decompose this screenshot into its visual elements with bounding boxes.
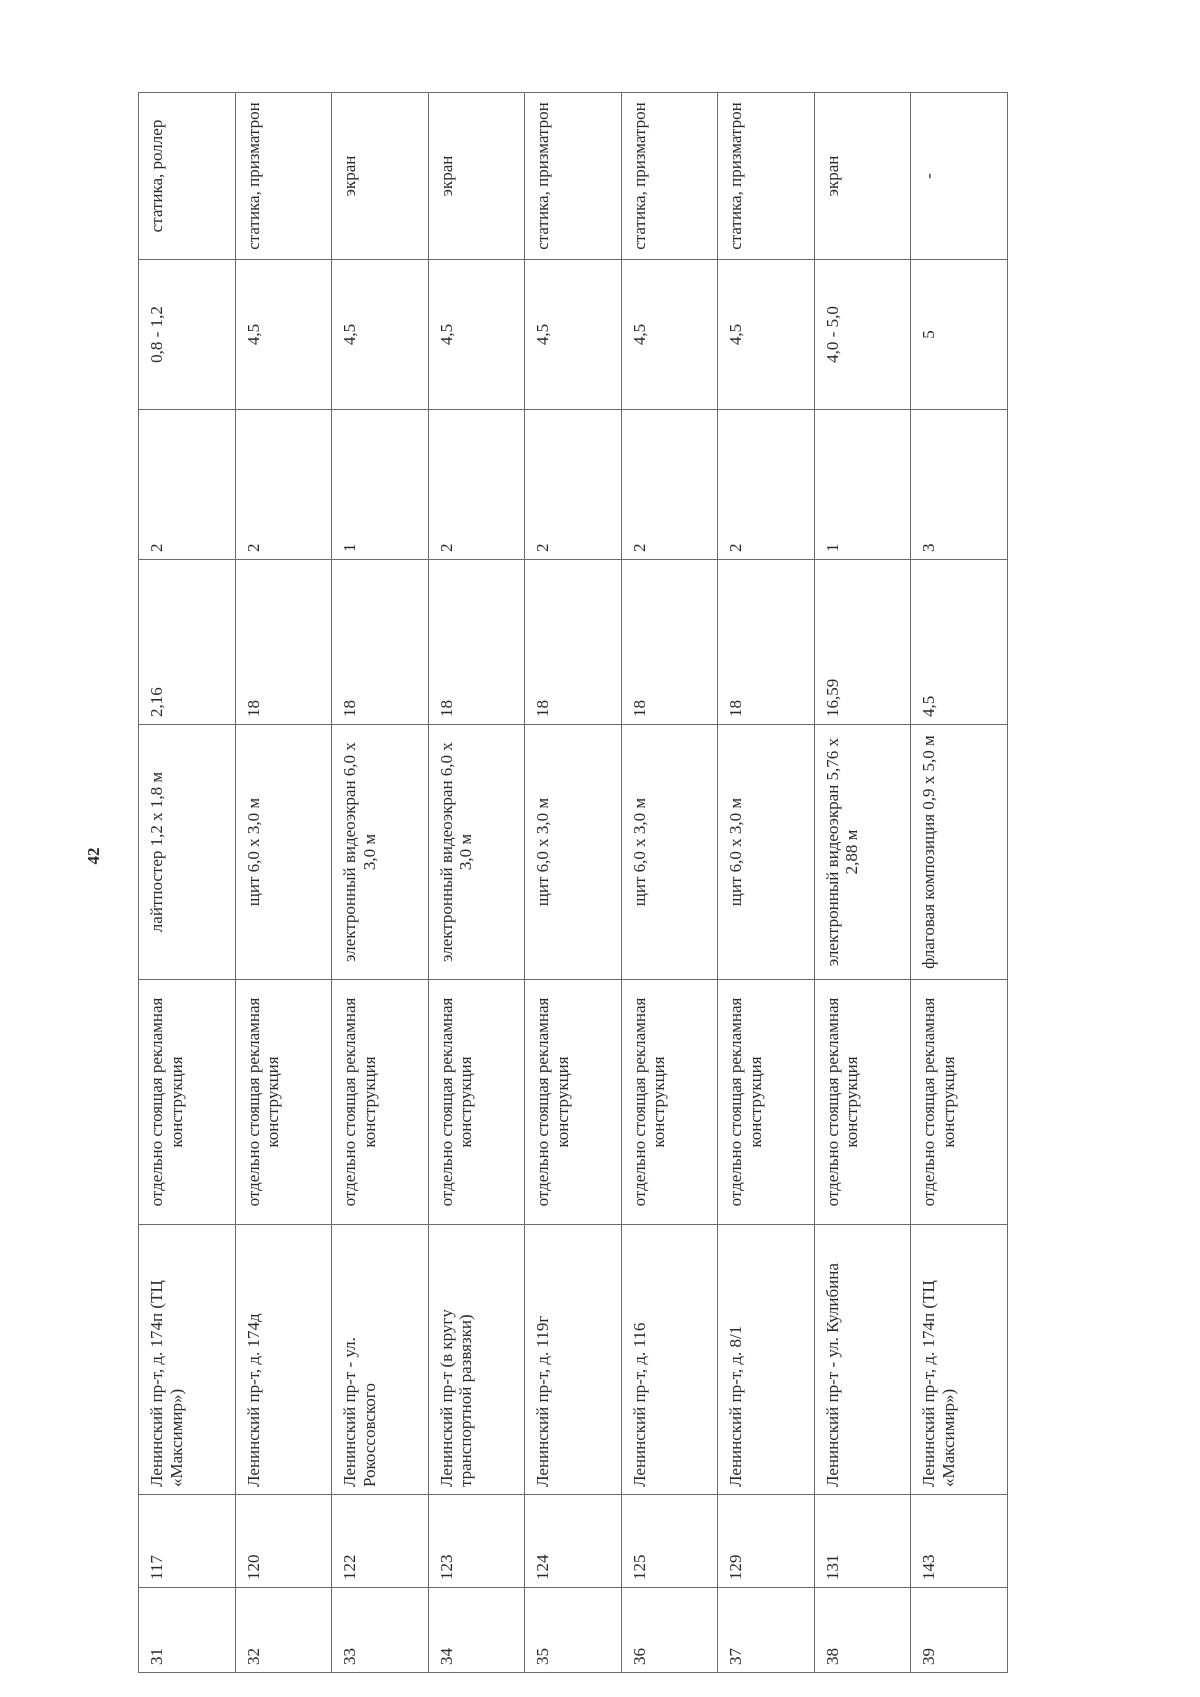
row-number-cell: 36: [621, 1588, 718, 1673]
row-number-cell: 38: [814, 1588, 911, 1673]
format-cell: электронный видеоэкран 6,0 х 3,0 м: [332, 725, 429, 980]
format-cell: лайтпостер 1,2 х 1,8 м: [139, 725, 236, 980]
structure-type-cell: отдельно стоящая рекламная конструкция: [525, 980, 622, 1225]
structure-type-cell: отдельно стоящая рекламная конструкция: [718, 980, 815, 1225]
sides-cell: 2: [718, 410, 815, 560]
format-cell: щит 6,0 х 3,0 м: [718, 725, 815, 980]
height-cell: 4,5: [621, 260, 718, 410]
structure-id-cell: 131: [814, 1495, 911, 1588]
table-row: [814, 93, 911, 1673]
technology-cell: статика, призматрон: [235, 93, 332, 260]
table-row: [332, 93, 429, 1673]
area-cell: 18: [525, 560, 622, 725]
address-cell: Ленинский пр-т, д. 174п (ТЦ «Максимир»): [911, 1225, 1008, 1495]
structure-id-cell: 123: [428, 1495, 525, 1588]
row-number-cell: 35: [525, 1588, 622, 1673]
ad-structures-table-wrapper: [138, 93, 1008, 1673]
structure-id-cell: 122: [332, 1495, 429, 1588]
area-cell: 4,5: [911, 560, 1008, 725]
address-cell: Ленинский пр-т, д. 8/1: [718, 1225, 815, 1495]
technology-cell: экран: [332, 93, 429, 260]
area-cell: 16,59: [814, 560, 911, 725]
format-cell: электронный видеоэкран 6,0 х 3,0 м: [428, 725, 525, 980]
table-row: [621, 93, 718, 1673]
address-cell: Ленинский пр-т, д. 119г: [525, 1225, 622, 1495]
structure-type-cell: отдельно стоящая рекламная конструкция: [139, 980, 236, 1225]
structure-id-cell: 117: [139, 1495, 236, 1588]
format-cell: щит 6,0 х 3,0 м: [621, 725, 718, 980]
sides-cell: 2: [139, 410, 236, 560]
structure-type-cell: отдельно стоящая рекламная конструкция: [814, 980, 911, 1225]
height-cell: 4,5: [332, 260, 429, 410]
height-cell: 5: [911, 260, 1008, 410]
page-number: 42: [84, 847, 103, 865]
height-cell: 0,8 - 1,2: [139, 260, 236, 410]
table-row: [911, 93, 1008, 1673]
row-number-cell: 31: [139, 1588, 236, 1673]
technology-cell: статика, роллер: [139, 93, 236, 260]
sides-cell: 2: [428, 410, 525, 560]
format-cell: щит 6,0 х 3,0 м: [525, 725, 622, 980]
address-cell: Ленинский пр-т (в кругу транспортной развязки): [428, 1225, 525, 1495]
row-number-cell: 39: [911, 1588, 1008, 1673]
height-cell: 4,5: [428, 260, 525, 410]
technology-cell: экран: [814, 93, 911, 260]
structure-id-cell: 129: [718, 1495, 815, 1588]
table-row: [428, 93, 525, 1673]
technology-cell: -: [911, 93, 1008, 260]
technology-cell: экран: [428, 93, 525, 260]
structure-type-cell: отдельно стоящая рекламная конструкция: [911, 980, 1008, 1225]
address-cell: Ленинский пр-т - ул. Рокоссовского: [332, 1225, 429, 1495]
address-cell: Ленинский пр-т, д. 174п (ТЦ «Максимир»): [139, 1225, 236, 1495]
height-cell: 4,0 - 5,0: [814, 260, 911, 410]
structure-id-cell: 120: [235, 1495, 332, 1588]
table-row: [235, 93, 332, 1673]
height-cell: 4,5: [235, 260, 332, 410]
sides-cell: 3: [911, 410, 1008, 560]
area-cell: 18: [718, 560, 815, 725]
address-cell: Ленинский пр-т, д. 116: [621, 1225, 718, 1495]
area-cell: 18: [235, 560, 332, 725]
technology-cell: статика, призматрон: [525, 93, 622, 260]
area-cell: 2,16: [139, 560, 236, 725]
area-cell: 18: [428, 560, 525, 725]
row-number-cell: 37: [718, 1588, 815, 1673]
structure-id-cell: 143: [911, 1495, 1008, 1588]
row-number-cell: 32: [235, 1588, 332, 1673]
table-row: [718, 93, 815, 1673]
structure-id-cell: 125: [621, 1495, 718, 1588]
structure-type-cell: отдельно стоящая рекламная конструкция: [235, 980, 332, 1225]
structure-type-cell: отдельно стоящая рекламная конструкция: [428, 980, 525, 1225]
format-cell: электронный видеоэкран 5,76 х 2,88 м: [814, 725, 911, 980]
address-cell: Ленинский пр-т, д. 174д: [235, 1225, 332, 1495]
height-cell: 4,5: [718, 260, 815, 410]
row-number-cell: 33: [332, 1588, 429, 1673]
area-cell: 18: [332, 560, 429, 725]
format-cell: щит 6,0 х 3,0 м: [235, 725, 332, 980]
sides-cell: 2: [525, 410, 622, 560]
structure-type-cell: отдельно стоящая рекламная конструкция: [621, 980, 718, 1225]
area-cell: 18: [621, 560, 718, 725]
table-row: [525, 93, 622, 1673]
structure-id-cell: 124: [525, 1495, 622, 1588]
format-cell: флаговая композиция 0,9 х 5,0 м: [911, 725, 1008, 980]
sides-cell: 2: [621, 410, 718, 560]
height-cell: 4,5: [525, 260, 622, 410]
ad-structures-table: [138, 92, 1008, 1673]
technology-cell: статика, призматрон: [718, 93, 815, 260]
technology-cell: статика, призматрон: [621, 93, 718, 260]
address-cell: Ленинский пр-т - ул. Кулибина: [814, 1225, 911, 1495]
table-row: [139, 93, 236, 1673]
row-number-cell: 34: [428, 1588, 525, 1673]
sides-cell: 1: [332, 410, 429, 560]
sides-cell: 1: [814, 410, 911, 560]
structure-type-cell: отдельно стоящая рекламная конструкция: [332, 980, 429, 1225]
sides-cell: 2: [235, 410, 332, 560]
